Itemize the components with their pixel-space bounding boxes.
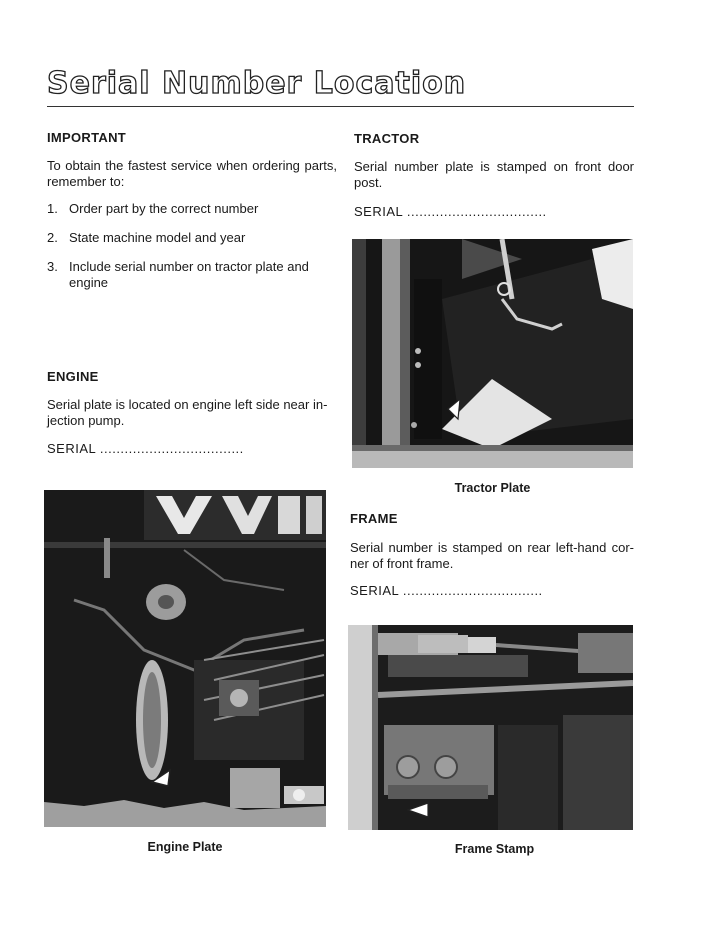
list-item — [47, 201, 335, 217]
frame-serial-field: SERIAL .................................. — [350, 583, 543, 598]
step-text: State machine model and year — [69, 230, 246, 245]
important-steps-list — [47, 201, 335, 304]
frame-stamp-photo — [348, 625, 633, 830]
step-text: Include serial number on tractor plate and engine — [69, 259, 309, 290]
tractor-plate-photo — [352, 239, 633, 468]
title-divider — [47, 106, 634, 107]
engine-plate-caption: Engine Plate — [147, 840, 223, 854]
important-intro: To obtain the fastest service when ordering parts, remember to: — [47, 158, 337, 189]
step-number: 2. — [47, 230, 58, 245]
engine-serial-field: SERIAL ................................... — [47, 441, 244, 456]
list-item — [47, 259, 335, 291]
frame-text: Serial number is stamped on rear left-hand cor-ner of front frame. — [350, 540, 634, 571]
tractor-text: Serial number plate is stamped on front door post. — [354, 159, 634, 190]
engine-heading: ENGINE — [47, 369, 99, 384]
engine-text: Serial plate is located on engine left side near in-jection pump. — [47, 397, 328, 428]
engine-plate-photo — [44, 490, 326, 827]
frame-stamp-caption: Frame Stamp — [454, 842, 535, 856]
page-title: Serial Number Location — [47, 66, 467, 101]
tractor-serial-field: SERIAL .................................. — [354, 204, 547, 219]
important-heading: IMPORTANT — [47, 130, 127, 145]
tractor-heading: TRACTOR — [354, 131, 420, 146]
step-number: 3. — [47, 259, 58, 274]
step-number: 1. — [47, 201, 58, 216]
frame-heading: FRAME — [350, 511, 398, 526]
tractor-plate-caption: Tractor Plate — [454, 481, 531, 495]
step-text: Order part by the correct number — [69, 201, 259, 216]
list-item — [47, 230, 335, 246]
